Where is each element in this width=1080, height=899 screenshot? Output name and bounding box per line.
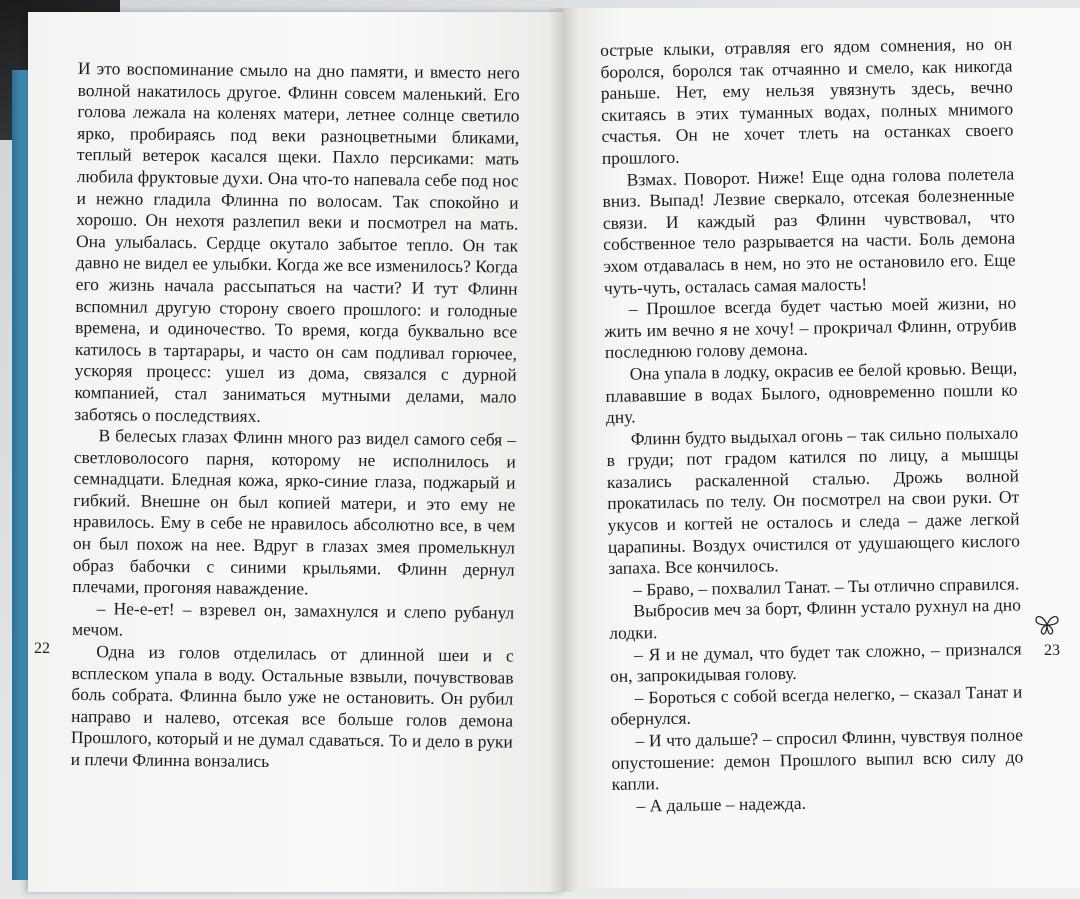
- paragraph: Она упала в лодку, окрасив ее белой кровью. Вещи, плававшие в водах Былого, одновременно пошли ко дну.: [605, 357, 1018, 428]
- paragraph: Одна из голов отделилась от длинной шеи и с всплеском упала в воду. Остальные взвыли, почувствовав боль собрата. Флинна было уже не остановить. Он рубил направо и налево, отсекая все больше голов демона Прошлого, который и не думал сдаваться. То и дело в руки и плечи Флинна вонзались: [70, 641, 514, 772]
- paragraph: – Прошлое всегда будет частью моей жизни, но жить им вечно я не хочу! – прокричал Флинн, отрубив последнюю голову демона.: [604, 292, 1017, 363]
- left-page-text: [71, 58, 520, 775]
- book-gutter: [548, 8, 578, 892]
- paragraph: Флинн будто выдыхал огонь – так сильно полыхало в груди; пот градом катился по лицу, а мышцы казались раскаленной сталью. Дрожь волной прокатилась по телу. Он посмотрел на свои руки. От укусов и когтей не осталось и следа – даже легкой царапины. Воздух очистился от удушающего кислого запаха. Все кончилось.: [606, 422, 1021, 579]
- butterfly-icon: [1034, 614, 1060, 636]
- paragraph: В белесых глазах Флинн много раз видел самого себя – светловолосого парня, которому не исполнилось и семнадцати. Бледная кожа, ярко-синие глаза, поджарый и гибкий. Внешне он был копией матери, и это ему не нравилось. Ему в себе не нравилось абсолютно все, в чем он был похож на нее. Вдруг в глазах змея промелькнул образ бабочки с синими крыльями. Флинн дернул плечами, прогоняя наваждение.: [72, 425, 517, 599]
- page-number-left: 22: [34, 640, 50, 657]
- paragraph: – Браво, – похвалил Танат. – Ты отлично справился.: [632, 573, 1020, 600]
- paragraph: – А дальше – надежда.: [636, 792, 807, 816]
- paragraph: – И что дальше? – спросил Флинн, чувствуя полное опустошение: демон Прошлого выпил всю силу до капли.: [611, 724, 1024, 795]
- right-page-text: [600, 34, 1024, 818]
- paragraph: – Бороться с собой всегда нелегко, – сказал Танат и обернулся.: [610, 681, 1023, 730]
- paragraph: И это воспоминание смыло на дно памяти, и вместо него волной накатилось другое. Флинн совсем маленький. Его голова лежала на коленях матери, летнее солнце светило ярко, пробираясь под веки разноцветными бликами, теплый ветерок касался щеки. Пахло персиками: мать любила фруктовые духи. Она что-то напевала себе под нос и нежно гладила Флинна по волосам. Так спокойно и хорошо. Он нехотя разлепил веки и посмотрел на мать. Она улыбалась. Сердце окутало забытое тепло. Он так давно не видел ее улыбки. Когда же все изменилось? Когда его жизнь начала рассыпаться на части? И тут Флинн вспомнил другую сторону своего прошлого: и голодные времена, и одиночество. То время, когда буквально все катилось в тартарары, и часто он сам подливал горючее, ускоряя процесс: ушел из дома, связался с дурной компанией, стал заниматься мутными делами, мало заботясь о последствиях.: [74, 58, 520, 426]
- paragraph: острые клыки, отравляя его ядом сомнения, но он боролся, боролся так отчаянно и смело, как никогда раньше. Нет, ему нельзя увязнуть здесь, вечно скитаясь в этих туманных водах, полных мнимого счастья. Он не хочет тлеть на останках своего прошлого.: [600, 33, 1014, 168]
- paragraph: – Не-е-ет! – взревел он, замахнулся и слепо рубанул мечом.: [71, 598, 515, 640]
- paragraph: Выбросив меч за борт, Флинн устало рухнул на дно лодки.: [609, 594, 1022, 643]
- paragraph: – Я и не думал, что будет так сложно, – признался он, запрокидывая голову.: [609, 638, 1022, 687]
- page-number-right: 23: [1044, 642, 1060, 659]
- paragraph: Взмах. Поворот. Ниже! Еще одна голова полетела вниз. Выпад! Лезвие сверкало, отсекая болезненные связи. И каждый раз Флинн чувствовал, что собственное тело разрывается на части. Боль демона эхом отдавалась в нем, но это не остановило его. Еще чуть-чуть, осталась самая малость!: [602, 163, 1016, 298]
